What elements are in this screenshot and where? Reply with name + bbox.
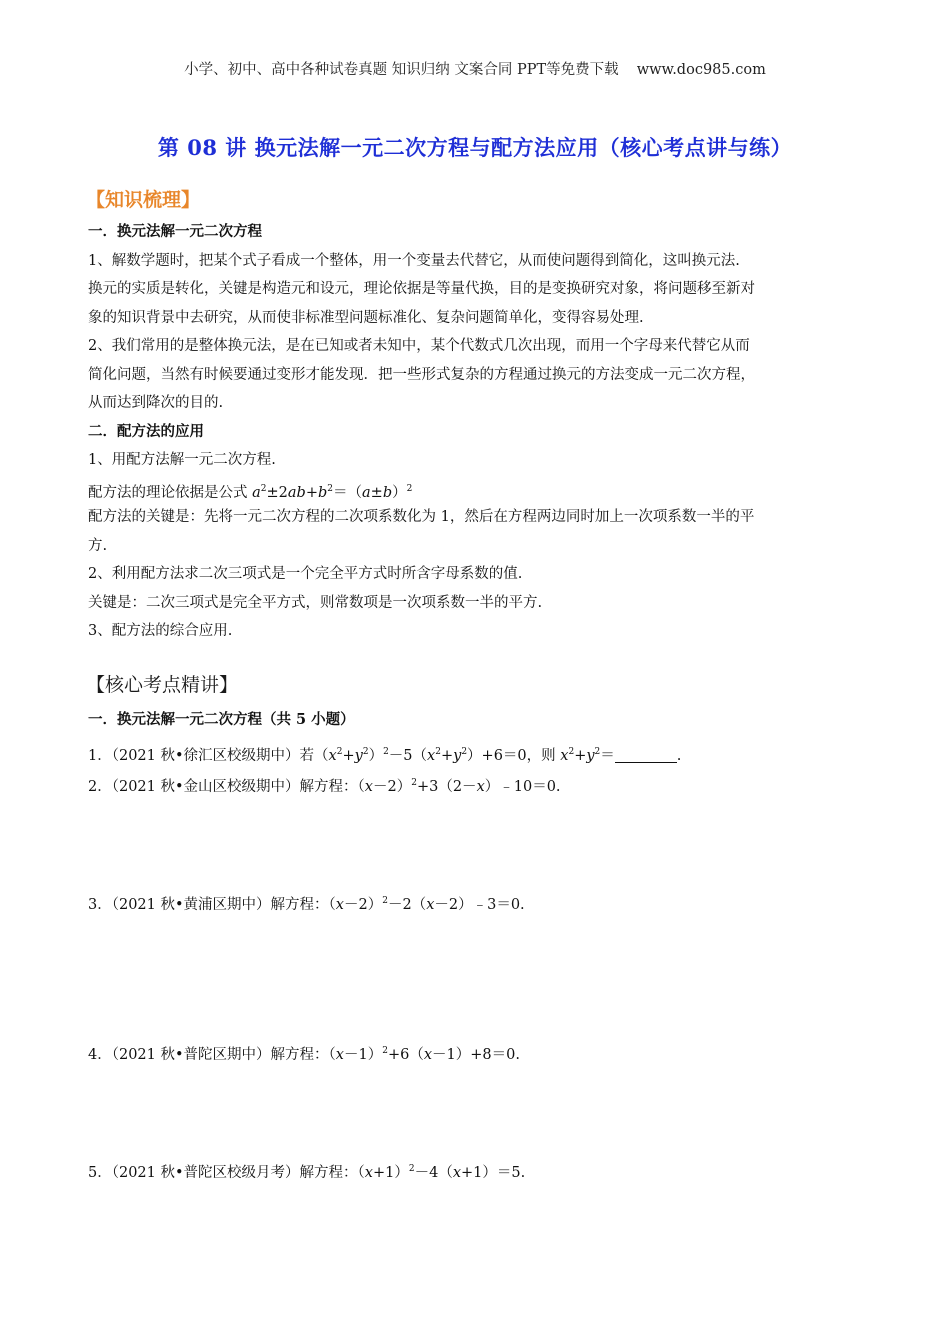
section2-para3a: 配方法的关键是：先将一元二次方程的二次项系数化为 1，然后在方程两边同时加上一次项系数一半的平 [88,509,755,525]
page-title: 第 08 讲 换元法解一元二次方程与配方法应用（核心考点讲与练） [157,135,793,160]
section1-para3c: 从而达到降次的目的. [88,395,224,411]
core-heading-wrap [88,706,868,735]
problem-number: 2． [88,779,112,795]
header-text: 小学、初中、高中各种试卷真题 知识归纳 文案合同 PPT等免费下载 [184,62,619,78]
problem-source: （2021 秋•普陀区校级月考） [111,1165,300,1181]
problem-text: 解方程： [270,897,329,913]
section2-formula-line: 配方法的理论依据是公式 $a^2\pm 2ab+b^2=(a\pm b)^2$ [88,483,413,501]
page-header [0,58,950,79]
problem-1: 1．（2021 秋•徐汇区校级期中）若$(x^2+y^2)^2-5(x^2+y^2)+6=0$，则 $x^2+y^2=$ . [88,747,682,764]
section1-para2a: 换元的实质是转化，关键是构造元和设元，理论依据是等量代换，目的是变换研究对象，将问题移至新对 [88,281,755,297]
problem-2: 2．（2021 秋•金山区校级期中）解方程：$(x-2)^2+3(2-x)﹣10=0$. [88,778,561,795]
problem-3: 3．（2021 秋•黄浦区期中）解方程：$(x-2)^2-2(x-2)﹣3=0$. [88,896,525,913]
section2-para5: 关键是：二次三项式是完全平方式，则常数项是一次项系数一半的平方. [88,594,543,611]
section1-para1: 1、解数学题时，把某个式子看成一个整体，用一个变量去代替它，从而使问题得到简化，这叫换元法. [88,252,740,269]
section1-heading: 一．换元法解一元二次方程 [88,223,262,240]
problem-text: 若 [299,748,315,764]
problem-number: 5． [88,1165,112,1181]
problem-text: 解方程： [270,1047,329,1063]
problem-source: （2021 秋•黄浦区期中） [111,897,271,913]
section2-para4: 2、利用配方法求二次三项式是一个完全平方式时所含字母系数的值. [88,566,523,582]
core-heading: 一．换元法解一元二次方程（共 5 小题） [88,711,355,728]
problem-number: 3． [88,897,112,913]
problem-text: 解方程： [299,779,358,795]
problem-source: （2021 秋•普陀区期中） [111,1047,271,1063]
core-tag: 【核心考点精讲】 [86,674,239,696]
section1-para3b: 简化问题，当然有时候要通过变形才能发现．把一些形式复杂的方程通过换元的方法变成一元二次方程， [88,366,755,383]
problem-5: 5．（2021 秋•普陀区校级月考）解方程：$(x+1)^2-4(x+1)=5$. [88,1164,526,1181]
section2-para3b: 方. [88,537,108,554]
problem-source: （2021 秋•金山区校级期中） [111,779,300,795]
problem-text: 解方程： [299,1165,358,1181]
knowledge-tag: 【知识梳理】 [86,189,201,211]
section2-para6: 3、配方法的综合应用. [88,623,233,639]
answer-blank[interactable] [615,746,677,763]
formula-prefix: 配方法的理论依据是公式 [88,484,248,501]
section2-heading: 二．配方法的应用 [88,422,204,440]
section1-para2b: 象的知识背景中去研究，从而使非标准型问题标准化、复杂问题简单化，变得容易处理. [88,309,644,326]
problem-number: 4． [88,1047,112,1063]
knowledge-section [88,218,868,646]
problem-4: 4．（2021 秋•普陀区期中）解方程：$(x-1)^2+6(x-1)+8=0$. [88,1046,520,1063]
problem-number: 1． [88,748,112,764]
section2-para1: 1、用配方法解一元二次方程. [88,452,276,468]
section1-para3a: 2、我们常用的是整体换元法，是在已知或者未知中，某个代数式几次出现，而用一个字母来代替它从而 [88,338,750,354]
problem-source: （2021 秋•徐汇区校级期中） [111,748,300,764]
header-site-link[interactable]: www.doc985.com [636,62,766,78]
